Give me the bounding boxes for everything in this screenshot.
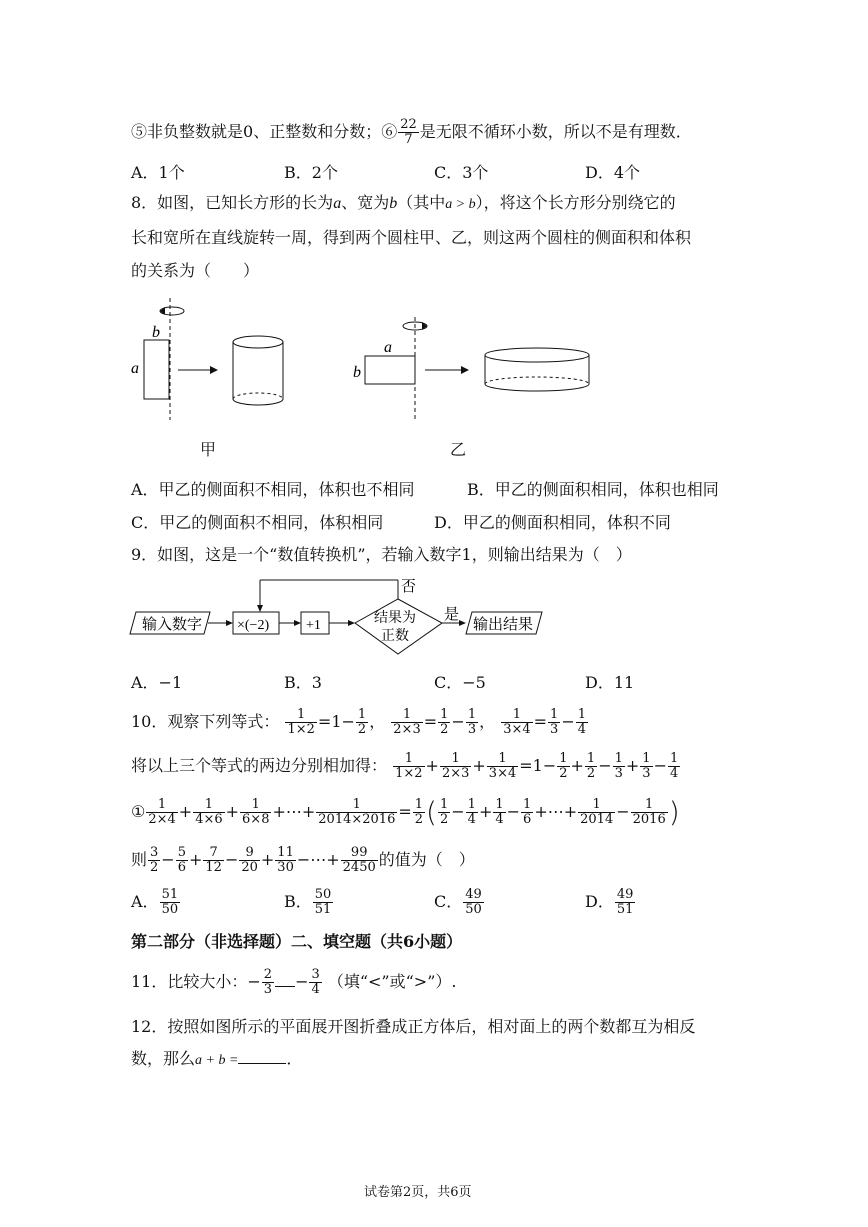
q11-answer-blank[interactable] — [275, 972, 295, 987]
circled-1: ① — [131, 802, 146, 821]
yes-label: 是 — [444, 607, 460, 623]
q9-option-d[interactable]: D．11 — [585, 673, 635, 692]
q9-option-b[interactable]: B．3 — [284, 673, 322, 692]
statement-6-text: 是无限不循环小数，所以不是有理数． — [419, 122, 692, 141]
condition-line2: 正数 — [381, 629, 409, 644]
q10-option-c[interactable]: C． $\frac{49}{50}$ — [434, 887, 482, 917]
q12-answer-blank[interactable] — [238, 1049, 286, 1064]
q10-option-a[interactable]: A． $\frac{51}{50}$ — [131, 887, 179, 917]
value-converter-flowchart — [128, 572, 548, 662]
multiply-label: ×(−2) — [237, 618, 270, 633]
q8-option-a[interactable]: A．甲乙的侧面积不相同，体积也不相同 — [131, 480, 415, 499]
q7-statement-line — [131, 118, 692, 147]
q10-sum-line: 将以上三个等式的两边分别相加得： $\frac{1}{1\times 2}$ + $\frac{1}{2\times 3}$ + $\frac{1}{3\times 4}$ =1− $\frac{1}{2}$ + $\frac{1}{2}$ − $\frac{1}{3}$ + $\frac{1}{3}$ − $\frac{1}{4}$ — [131, 751, 679, 781]
q10-option-b[interactable]: B． $\frac{50}{51}$ — [284, 887, 332, 917]
q8-line-2: 长和宽所在直线旋转一周，得到两个圆柱甲、乙，则这两个圆柱的侧面积和体积 — [131, 228, 692, 247]
arrow-icon-2 — [461, 366, 469, 374]
q10-target-expression: 则 $\frac{3}{2}$ − $\frac{5}{6}$ + $\frac{7}{12}$ − $\frac{9}{20}$ + $\frac{11}{30}$ −⋯+ $\frac{99}{2450}$ 的值为（ ） — [131, 845, 475, 875]
label-yi: 乙 — [450, 440, 467, 459]
q7-option-a[interactable]: A．1个 — [131, 163, 185, 182]
q8-line-3: 的关系为（ ） — [131, 261, 260, 280]
q9-question: 9．如图，这是一个“数值转换机”，若输入数字1，则输出结果为（ ） — [131, 545, 632, 564]
statement-5-text: 非负整数就是0、正整数和分数； — [147, 122, 382, 141]
condition-line1: 结果为 — [374, 611, 416, 626]
label-a-left: a — [131, 360, 139, 377]
q10-equation-1: ① $\frac{1}{2\times 4}$ + $\frac{1}{4\times 6}$ + $\frac{1}{6\times 8}$ +⋯+ $\frac{1}{2014\times 2016}$ = $\frac{1}{2}$ ( $\frac{1}{2}$ − $\frac{1}{4}$ + $\frac{1}{4}$ − $\frac{1}{6}$ +⋯+ $\frac{1}{2014}$ − $\frac{1}{2016}$ ) — [131, 795, 680, 829]
circled-6: ⑥ — [381, 122, 398, 141]
output-label: 输出结果 — [473, 617, 534, 633]
q8-option-b[interactable]: B．甲乙的侧面积相同，体积也相同 — [467, 480, 719, 499]
arrow-icon — [210, 366, 218, 374]
q9-option-a[interactable]: A．−1 — [131, 673, 183, 692]
q11-compare: 11．比较大小：− $\frac{2}{3}$ − $\frac{3}{4}$ （填“<”或“>”）. — [131, 967, 457, 997]
input-label: 输入数字 — [142, 617, 203, 633]
label-jia: 甲 — [200, 440, 217, 459]
cylinder-yi — [485, 348, 589, 362]
q12-line-2: 数，那么a + b = ． — [131, 1049, 303, 1068]
q10-observe-line: 10．观察下列等式： $\frac{1}{1\times 2}$ =1− $\frac{1}{2}$ ， $\frac{1}{2\times 3}$ = $\frac{1}{2}$ − $\frac{1}{3}$ ， $\frac{1}{3\times 4}$ = $\frac{1}{3}$ − $\frac{1}{4}$ — [131, 707, 586, 737]
q12-line-1: 12．按照如图所示的平面展开图折叠成正方体后，相对面上的两个数都互为相反 — [131, 1017, 696, 1036]
q10-option-d[interactable]: D． $\frac{49}{51}$ — [585, 887, 634, 917]
q7-option-d[interactable]: D．4个 — [585, 163, 641, 182]
page-footer: 试卷第2页，共6页 — [364, 1185, 472, 1200]
plus-one-label: +1 — [306, 618, 321, 633]
rectangle-jia — [144, 340, 169, 399]
label-b-left: b — [152, 324, 160, 341]
cylinder-jia — [233, 336, 283, 348]
q7-option-b[interactable]: B．2个 — [284, 163, 338, 182]
label-a-right: a — [384, 339, 392, 356]
no-label: 否 — [401, 579, 417, 595]
section-2-heading: 第二部分（非选择题）二、填空题（共6小题） — [131, 932, 463, 951]
circled-5: ⑤ — [131, 122, 148, 141]
label-b-right: b — [353, 364, 361, 381]
q8-option-d[interactable]: D．甲乙的侧面积相同，体积不同 — [434, 513, 671, 532]
condition-diamond — [355, 599, 442, 654]
q8-option-c[interactable]: C．甲乙的侧面积不相同，体积相同 — [131, 513, 384, 532]
q8-line-1: 8．如图，已知长方形的长为a、宽为b（其中a > b），将这个长方形分别绕它的 — [131, 193, 676, 212]
q7-option-c[interactable]: C．3个 — [434, 163, 489, 182]
cylinder-rotation-figure — [120, 292, 620, 467]
fraction-22-7: $\frac{22}{7}$ — [400, 117, 417, 147]
rectangle-yi — [365, 356, 415, 384]
q9-option-c[interactable]: C．−5 — [434, 673, 486, 692]
